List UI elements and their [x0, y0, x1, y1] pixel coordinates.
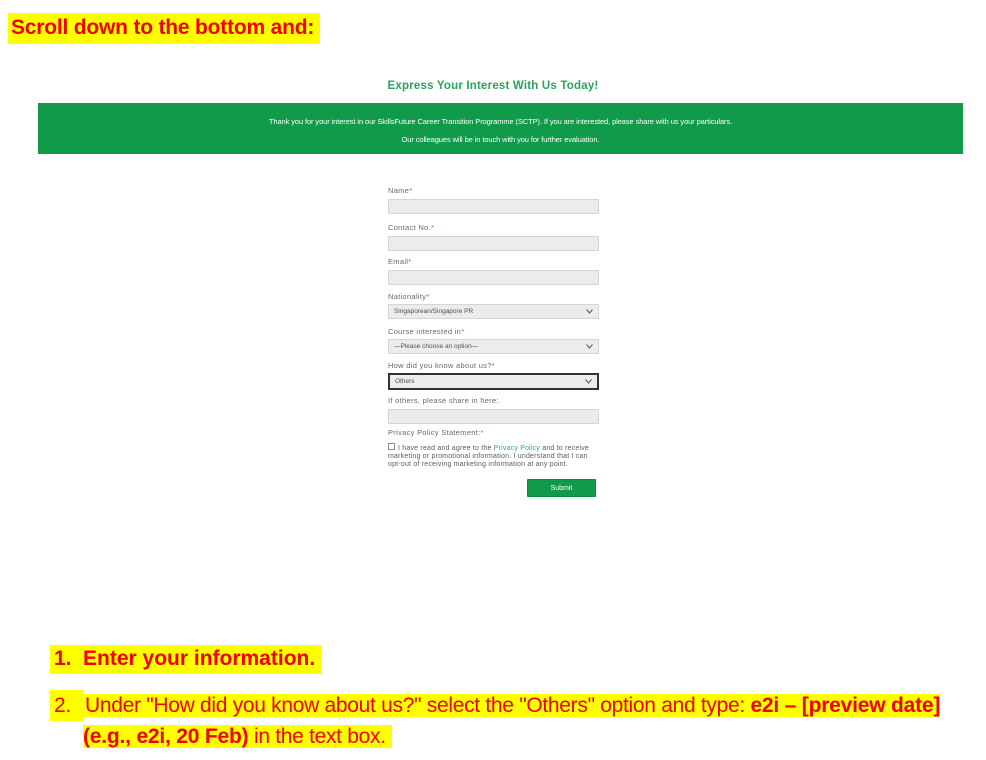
form-title: Express Your Interest With Us Today!: [387, 80, 599, 92]
referral-label: [388, 361, 599, 370]
referral-label-text: How did you know about us?: [388, 361, 492, 370]
consent-text-after: and to receive marketing or promotional information. I understand that I can opt-out of receiving marketing information at any point.: [388, 445, 589, 469]
privacy-checkbox[interactable]: [388, 443, 395, 450]
required-asterisk: *: [426, 292, 430, 301]
course-label-text: Course interested in: [388, 327, 462, 336]
required-asterisk: *: [408, 257, 412, 266]
top-instruction: [8, 13, 320, 44]
contact-label: [388, 223, 599, 232]
chevron-down-icon: [586, 309, 593, 314]
required-asterisk: *: [491, 361, 495, 370]
required-asterisk: *: [409, 186, 413, 195]
others-input[interactable]: [388, 409, 599, 424]
field-group-nationality: [388, 292, 599, 319]
instruction-2-number: 2.: [50, 690, 83, 721]
nationality-select[interactable]: [388, 304, 599, 319]
field-group-email: [388, 257, 599, 285]
instruction-2-bold: e2i – [preview date] (e.g., e2i, 20 Feb): [83, 694, 941, 748]
field-group-others: [388, 396, 599, 424]
instruction-item-1: [50, 645, 322, 674]
email-input[interactable]: [388, 270, 599, 285]
required-asterisk: *: [461, 327, 465, 336]
required-asterisk: *: [430, 223, 435, 232]
submit-button[interactable]: Submit: [527, 479, 596, 497]
course-selected-value: —Please choose an option—: [394, 343, 479, 350]
course-label: [388, 327, 599, 336]
top-instruction-text: Scroll down to the bottom and:: [8, 13, 320, 44]
name-input[interactable]: [388, 199, 599, 214]
contact-label-text: Contact No.: [388, 223, 431, 232]
referral-selected-value: Others: [395, 378, 415, 385]
email-label: [388, 257, 599, 266]
consent-text-before: I have read and agree to the: [398, 445, 494, 452]
privacy-label: [388, 428, 599, 437]
name-label-text: Name: [388, 186, 410, 195]
instruction-2-post: in the text box.: [248, 725, 386, 748]
nationality-selected-value: Singaporean/Singapore PR: [394, 308, 474, 315]
email-label-text: Email: [388, 257, 409, 266]
nationality-label: [388, 292, 599, 301]
field-group-course: [388, 327, 599, 354]
others-label: If others, please share in here:: [388, 396, 499, 405]
banner-line-1: Thank you for your interest in our SkillsFuture Career Transition Programme (SCTP). If you are interested, please share with us your particulars.: [268, 117, 733, 126]
instruction-item-2: [50, 690, 983, 752]
privacy-label-text: Privacy Policy Statement:: [388, 428, 481, 437]
field-group-privacy: [388, 428, 599, 470]
instruction-1-number: 1.: [50, 645, 83, 674]
field-group-referral: [388, 361, 599, 390]
instruction-1-text: Enter your information.: [83, 645, 322, 674]
instruction-2-content: [83, 690, 983, 752]
field-group-contact: [388, 223, 599, 251]
privacy-consent-text: [388, 443, 599, 470]
contact-input[interactable]: [388, 236, 599, 251]
required-asterisk: *: [480, 428, 484, 437]
chevron-down-icon: [585, 379, 592, 384]
banner-line-2: Our colleagues will be in touch with you for further evaluation.: [401, 135, 600, 144]
name-label: [388, 186, 599, 195]
chevron-down-icon: [586, 344, 593, 349]
privacy-policy-link[interactable]: Privacy Policy: [493, 445, 541, 452]
instruction-2-text: [83, 694, 940, 748]
instruction-2-pre: Under "How did you know about us?" select the "Others" option and type:: [85, 694, 751, 717]
referral-select[interactable]: [388, 373, 599, 390]
field-group-name: [388, 186, 599, 214]
nationality-label-text: Nationality: [388, 292, 427, 301]
form-banner: [38, 103, 963, 154]
course-select[interactable]: [388, 339, 599, 354]
